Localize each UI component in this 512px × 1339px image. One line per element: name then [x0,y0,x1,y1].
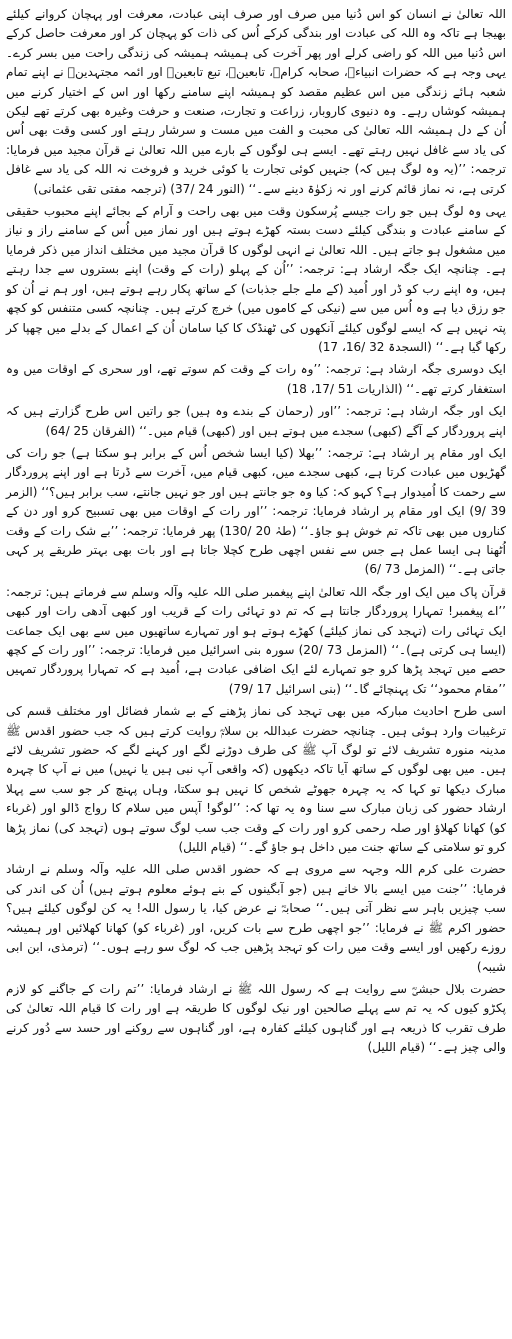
paragraph-al-furqan: ایک اور جگہ ارشاد ہے: ترجمہ: ’’اور (رحمان کے بندے وہ ہیں) جو راتیں اس طرح گزارتے ہیں کہ اپنے پروردگار کے آگے (کبھی) سجدے میں ہوتے ہیں اور (کبھی) قیام میں۔‘‘ (الفرقان 25 /64) [6,404,506,438]
paragraph-intro: اللہ تعالیٰ نے انسان کو اس دُنیا میں صرف اور صرف اپنی عبادت، معرفت اور پہچان کروانے کیلئے بھیجا ہے تاکہ وہ اللہ کی عبادت اور بندگی کرکے اُس کی ذات کو پہچان کر اور معرفت حاصل کرکے اس دُنیا میں اللہ کو راضی کرلے اور پھر آخرت کی ہمیشہ ہمیشہ کی زندگی راحت میں بسر کرے۔ یہی وجہ ہے کہ حضرات انبیاءؑ، صحابہ کرامؓ، تابعینؒ، تبع تابعینؒ اور ائمہ مجتہدینؒ نے اپنے تمام شعبہ ہائے زندگی میں اس عظیم مقصد کو ہمیشہ اپنے سامنے رکھا اور اس کے اختیار کرنے میں ہمیشہ کوشاں رہے۔ وہ دنیوی کاروبار، زراعت و تجارت، صنعت و حرفت وغیرہ بھی کرتے تھے لیکن اُن کے دل ہمیشہ اللہ تعالیٰ کی محبت و الفت میں مست و سرشار رہتے اور کسی وقت بھی اُس کی یاد سے غافل نہیں رہتے تھے۔ ایسے ہی لوگوں کے بارے میں اللہ تعالیٰ نے قرآن مجید میں فرمایا: ترجمہ: ’’(یہ وہ لوگ ہیں کہ) جنہیں کوئی تجارت یا کوئی خرید و فروخت نہ اللہ کی یاد سے غافل کرتی ہے، نہ نماز قائم کرنے اور نہ زکوٰۃ دینے سے۔‘‘ (النور 24 /37) (ترجمہ مفتی تقی عثمانی) [6,7,506,196]
paragraph-hadith-bilal: حضرت بلال حبشیؓ سے روایت ہے کہ رسول اللہ ﷺ نے ارشاد فرمایا: ’’تم رات کے جاگنے کو لازم پکڑو کیوں کہ یہ تم سے پہلے صالحین اور نیک لوگوں کا طریقہ ہے اور رات کا قیام اللہ تعالیٰ کی طرف تقرب کا ذریعہ ہے اور گناہوں کیلئے کفارہ ہے، اور گناہوں سے روکنے اور حسد سے دُور کرنے والی چیز ہے۔‘‘ (قیام اللیل) [6,981,506,1055]
paragraph-hadith-ali: حضرت علی کرم اللہ وجہہ سے مروی ہے کہ حضور اقدس صلی اللہ علیہ وآلہ وسلم نے ارشاد فرمایا: ’’جنت میں ایسے بالا خانے ہیں (جو آبگینوں کے بنے ہوئے معلوم ہوتے ہیں) اُن کی اندر کی سب چیزیں باہر سے نظر آتی ہیں۔‘‘ صحابہؓ نے عرض کیا، یا رسول اللہ! یہ کن لوگوں کیلئے ہیں؟ حضور اکرم ﷺ نے فرمایا: ’’جو اچھی طرح سے بات کریں، اور (غرباء کو) کھانا کھلائیں اور ہمیشہ روزے رکھیں اور ایسے وقت میں رات کو تہجد پڑھیں جب کہ لوگ سو رہے ہوں۔‘‘ (ترمذی، ابن ابی شیبہ) [6,862,506,974]
paragraph-night-worshippers: یہی وہ لوگ ہیں جو رات جیسے پُرسکون وقت میں بھی راحت و آرام کے بجائے اپنے محبوب حقیقی کے سامنے عبادت و بندگی کیلئے دست بستہ کھڑے ہوتے ہیں اور نماز میں اُس کے سامنے راز و نیاز میں مشغول ہو جاتے ہیں۔ اللہ تعالیٰ نے انہی لوگوں کا قرآن مجید میں مختلف انداز میں ذکر فرمایا ہے۔ چنانچہ ایک جگہ ارشاد ہے: ترجمہ: ’’اُن کے پہلو (رات کے وقت) اپنے بستروں سے جدا رہتے ہیں، وہ اپنے رب کو ڈر اور اُمید (کے ملے جلے جذبات) کے ساتھ پکار رہے ہوتے ہیں، اور ہم نے اُن کو جو رزق دیا ہے وہ اُس میں سے (نیکی کے کاموں میں) خرچ کرتے ہیں۔ چنانچہ کسی متنفس کو کچھ پتہ نہیں ہے کہ ایسے لوگوں کیلئے آنکھوں کی ٹھنڈک کا کیا سامان اُن کے اعمال کے بدلے میں چھپا کر رکھا گیا ہے۔‘‘ (السجدۃ 32 /16، 17) [6,204,506,354]
paragraph-adh-dhariyat: ایک دوسری جگہ ارشاد ہے: ترجمہ: ’’وہ رات کے وقت کم سوتے تھے، اور سحری کے اوقات میں وہ استغفار کرتے تھے۔‘‘ (الذاریات 51 /17، 18) [6,362,506,396]
paragraph-az-zumar: ایک اور مقام پر ارشاد ہے: ترجمہ: ’’بھلا (کیا ایسا شخص اُس کے برابر ہو سکتا ہے) جو رات کی گھڑیوں میں عبادت کرتا ہے، کبھی سجدے میں، کبھی قیام میں، آخرت سے ڈرتا ہے اور اپنے پروردگار سے رحمت کا اُمیدوار ہے؟ کہو کہ: کیا وہ جو جانتے ہیں اور جو نہیں جانتے، سب برابر ہیں؟‘‘ (الزمر 39 /9) ایک اور مقام پر ارشاد فرمایا: ترجمہ: ’’اور رات کے اوقات میں بھی تسبیح کرو اور دن کے کناروں میں بھی تاکہ تم خوش ہو جاؤ۔‘‘ (طہٰ 20 /130) پھر فرمایا: ترجمہ: ’’بے شک رات کے وقت اُٹھنا ہی ایسا عمل ہے جس سے نفس اچھی طرح کچلا جاتا ہے اور بات بھی بہتر طریقے پر کہی جاتی ہے۔‘‘ (المزمل 73 /6) [6,445,507,577]
paragraph-al-muzzammil: قرآن پاک میں ایک اور جگہ اللہ تعالیٰ اپنے پیغمبر صلی اللہ علیہ وآلہ وسلم سے فرماتے ہیں: ترجمہ: ’’اے پیغمبر! تمہارا پروردگار جانتا ہے کہ تم دو تہائی رات کے قریب اور کبھی آدھی رات اور کبھی ایک تہائی رات (تہجد کی نماز کیلئے) کھڑے ہوتے ہو اور تمہارے ساتھیوں میں سے بھی ایک جماعت (ایسا ہی کرتی ہے)۔‘‘ (المزمل 73 /20) سورہ بنی اسرائیل میں فرمایا: ترجمہ: ’’اور رات کے کچھ حصے میں تہجد پڑھا کرو جو تمہارے لئے ایک اضافی عبادت ہے، اُمید ہے کہ تمہارا پروردگار تمہیں ’’مقام محمود‘‘ تک پہنچائے گا۔‘‘ (بنی اسرائیل 17 /79) [6,584,507,696]
paragraph-hadith-abdullah-bin-salam: اسی طرح احادیث مبارکہ میں بھی تہجد کی نماز پڑھنے کے بے شمار فضائل اور مختلف قسم کی ترغیبات وارد ہوئی ہیں۔ چنانچہ حضرت عبداللہ بن سلامؓ روایت کرتے ہیں کہ جب حضور اقدس ﷺ مدینہ منورہ تشریف لائے تو لوگ آپ ﷺ کی طرف دوڑنے لگے اور کہنے لگے کہ حضور تشریف لائے ہیں۔ میں بھی لوگوں کے ساتھ آیا تاکہ دیکھوں (کہ واقعی آپ نبی ہیں یا نہیں) میں نے آپ کا چہرہ مبارک دیکھا تو کہا کہ یہ چہرہ جھوٹے شخص کا نہیں ہو سکتا، وہاں پہنچ کر جو سب سے پہلا ارشاد حضور کی زبان مبارک سے سنا وہ یہ تھا کہ: ’’لوگو! آپس میں سلام کا رواج ڈالو اور (غرباء کو) کھانا کھلاؤ اور صلہ رحمی کرو اور رات کے وقت جب سب لوگ سوتے ہوں (تہجد کی) نماز پڑھا کرو تو سلامتی کے ساتھ جنت میں داخل ہو جاؤ گے۔‘‘ (قیام اللیل) [6,704,506,855]
